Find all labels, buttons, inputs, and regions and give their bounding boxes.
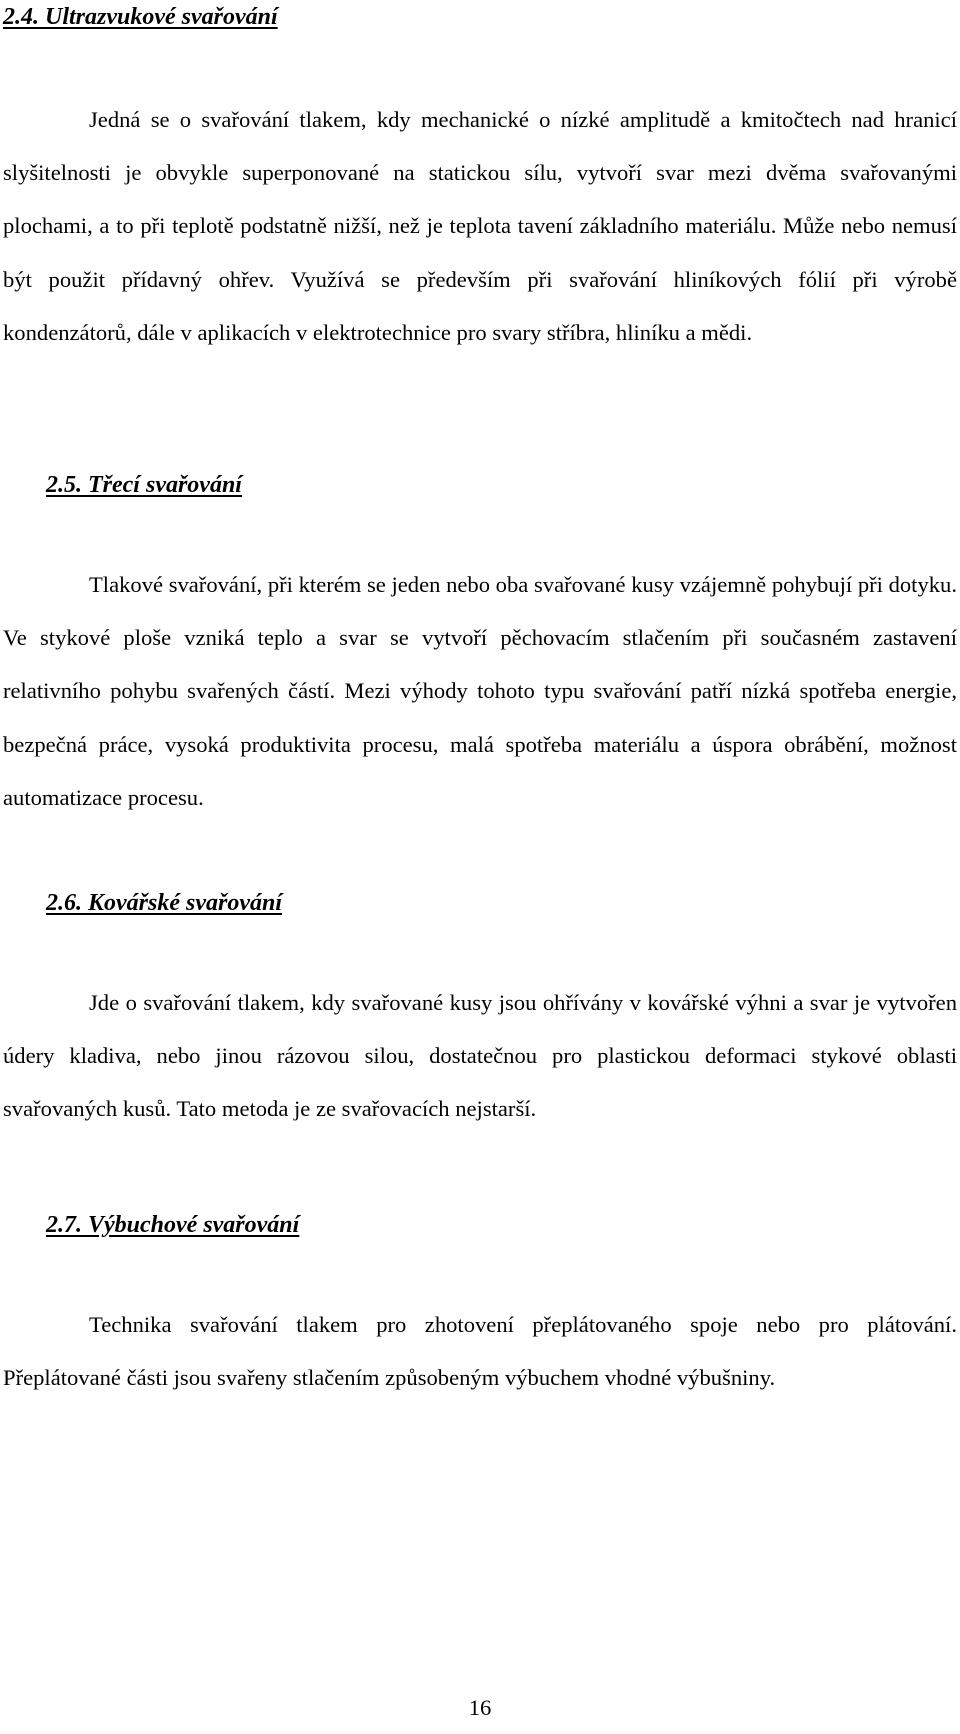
section-heading: 2.6. Kovářské svařování [46,890,282,916]
page-number: 16 [468,1695,492,1720]
section-heading: 2.4. Ultrazvukové svařování [3,4,278,30]
section-heading: 2.7. Výbuchové svařování [46,1212,300,1238]
section-paragraph: Technika svařování tlakem pro zhotovení přeplátovaného spoje nebo pro plátování. Přeplátované části jsou svařeny stlačením způsobeným výbuchem vhodné výbušniny. [3,1312,957,1391]
section-heading: 2.5. Třecí svařování [46,472,242,498]
section-paragraph: Jde o svařování tlakem, kdy svařované kusy jsou ohřívány v kovářské výhni a svar je vytvořen údery kladiva, nebo jinou rázovou silou, dostatečnou pro plastickou deformaci stykové oblasti svařovaných kusů. Tato metoda je ze svařovacích nejstarší. [3,990,957,1122]
section-explosion-welding [3,1210,957,1404]
section-ultrasonic-welding [3,2,957,359]
section-forge-welding [3,888,957,1136]
section-paragraph: Tlakové svařování, při kterém se jeden nebo oba svařované kusy vzájemně pohybují při dotyku. Ve stykové ploše vzniká teplo a svar se vytvoří pěchovacím stlačením při současném zastavení relativního pohybu svařených částí. Mezi výhody tohoto typu svařování patří nízká spotřeba energie, bezpečná práce, vysoká produktivita procesu, malá spotřeba materiálu a úspora obrábění, možnost automatizace procesu. [3,572,957,810]
section-paragraph: Jedná se o svařování tlakem, kdy mechanické o nízké amplitudě a kmitočtech nad hranicí slyšitelnosti je obvykle superponované na statickou sílu, vytvoří svar mezi dvěma svařovanými plochami, a to při teplotě podstatně nižší, než je teplota tavení základního materiálu. Může nebo nemusí být použit přídavný ohřev. Využívá se především při svařování hliníkových fólií při výrobě kondenzátorů, dále v aplikacích v elektrotechnice pro svary stříbra, hliníku a mědi. [3,107,957,345]
section-friction-welding [3,470,957,824]
